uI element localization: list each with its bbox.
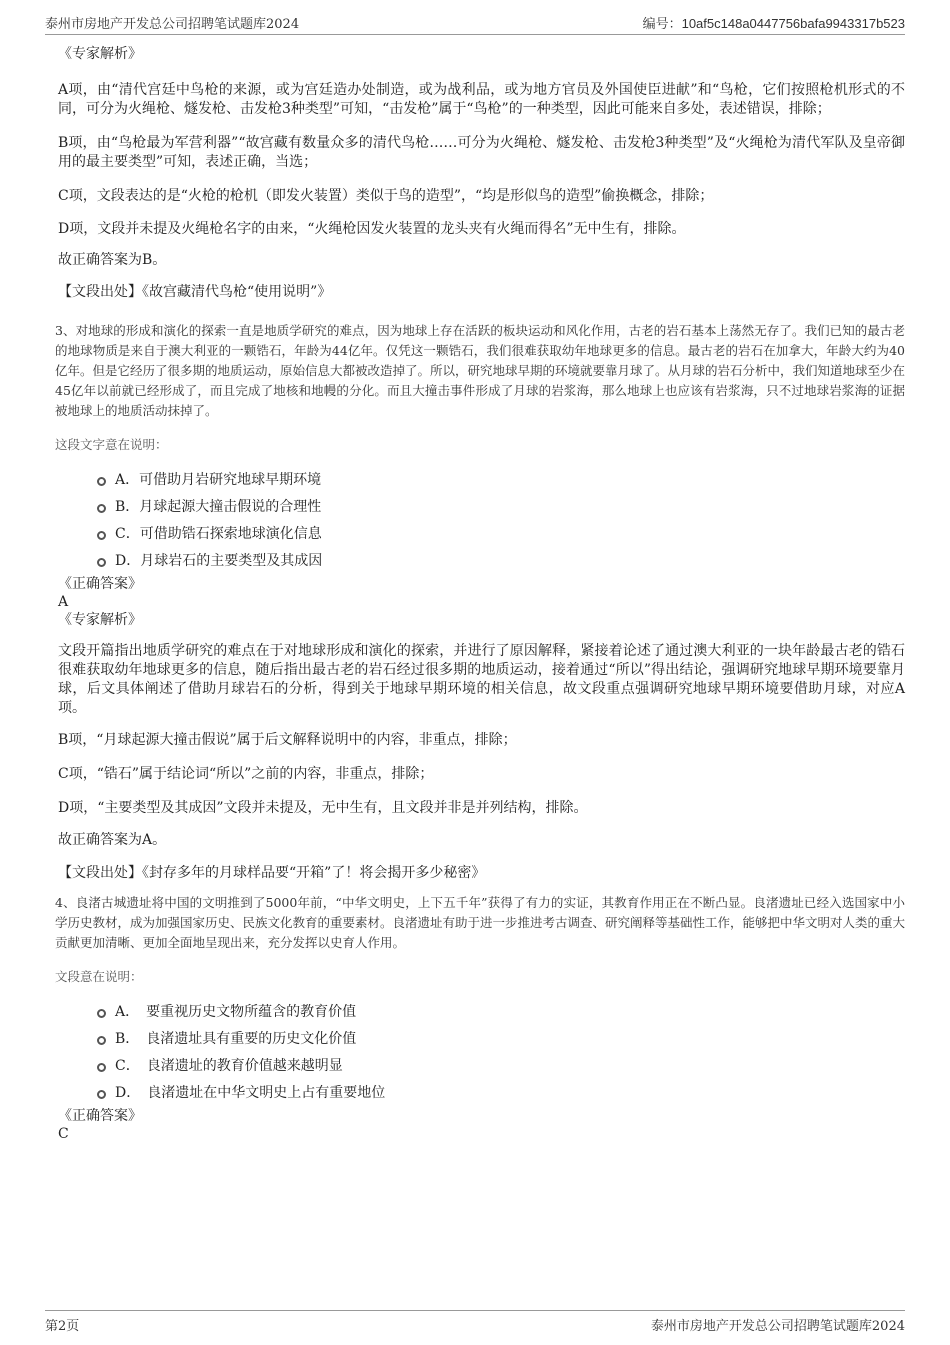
footer-title: 泰州市房地产开发总公司招聘笔试题库2024: [650, 1319, 905, 1334]
expert-analysis-label: 《专家解析》: [58, 46, 142, 62]
page-number: 第2页: [45, 1319, 80, 1334]
page-footer: [45, 1310, 905, 1337]
q3-option-a[interactable]: A．可借助月岩研究地球早期环境: [97, 465, 905, 492]
q4-option-d[interactable]: D． 良渚遗址在中华文明史上占有重要地位: [97, 1078, 905, 1105]
page-content: [55, 44, 905, 1143]
question-3-stem: 3、对地球的形成和演化的探索一直是地质学研究的难点，因为地球上存在活跃的板块运动和风化作用，古老的岩石基本上荡然无存了。我们已知的最古老的地球物质是来自于澳大利亚的一颗锆石，年龄为44亿年。仅凭这一颗锆石，我们很难获取幼年地球更多的信息。最古老的岩石在加拿大，年龄大约为40亿年。但是它经历了很多期的地质运动，原始信息大都被改造掉了。所以，研究地球早期的环境就要靠月球了。从月球的岩石分析中，我们知道地球至少在45亿年以前就已经形成了，而且完成了地核和地幔的分化。而且大撞击事件形成了月球的岩浆海，那么地球上也应该有岩浆海，只不过地球岩浆海的证据被地球上的地质活动抹掉了。: [55, 323, 906, 418]
radio-icon[interactable]: [97, 531, 106, 540]
source: 【文段出处】《故宫藏清代鸟枪“使用说明”》: [58, 284, 332, 300]
analysis-d: D项，文段并未提及火绳枪名字的由来，“火绳枪因发火装置的龙头夹有火绳而得名”无中生有，排除。: [58, 221, 686, 237]
q3-answer-label: 《正确答案》: [58, 576, 142, 592]
q3-source: 【文段出处】《封存多年的月球样品要“开箱”了！将会揭开多少秘密》: [58, 865, 486, 881]
q3-analysis-c: C项，“锆石”属于结论词“所以”之前的内容，非重点，排除；: [58, 766, 434, 782]
question-3-options: [97, 465, 905, 573]
radio-icon[interactable]: [97, 504, 106, 513]
q4-option-a[interactable]: A． 要重视历史文物所蕴含的教育价值: [97, 997, 905, 1024]
analysis-b: B项，由“鸟枪最为军营利器”“故宫藏有数量众多的清代鸟枪……可分为火绳枪、燧发枪、击发枪3种类型”及“火绳枪为清代军队及皇帝御用的最主要类型”可知，表述正确，当选；: [58, 135, 905, 170]
radio-icon[interactable]: [97, 1009, 106, 1018]
radio-icon[interactable]: [97, 558, 106, 567]
q4-option-b[interactable]: B． 良渚遗址具有重要的历史文化价值: [97, 1024, 905, 1051]
header-serial: 编号：10af5c148a0447756bafa9943317b523: [642, 16, 905, 31]
header-title: 泰州市房地产开发总公司招聘笔试题库2024: [45, 17, 300, 32]
q3-analysis-main: 文段开篇指出地质学研究的难点在于对地球形成和演化的探索，并进行了原因解释，紧接着论述了通过澳大利亚的一块年龄最古老的锆石很难获取幼年地球更多的信息，随后指出最古老的岩石经过很多期的地质运动，接着通过“所以”得出结论，强调研究地球早期环境要靠月球，后文具体阐述了借助月球岩石的分析，得到关于地球早期环境的相关信息，故文段重点强调研究地球早期环境要借助月球，对应A项。: [58, 643, 905, 716]
question-3-prompt: 这段文字意在说明：: [55, 437, 168, 452]
q4-option-c[interactable]: C． 良渚遗址的教育价值越来越明显: [97, 1051, 905, 1078]
q3-option-c[interactable]: C．可借助锆石探索地球演化信息: [97, 519, 905, 546]
question-4-options: [97, 997, 905, 1105]
q3-option-b[interactable]: B．月球起源大撞击假说的合理性: [97, 492, 905, 519]
radio-icon[interactable]: [97, 1090, 106, 1099]
radio-icon[interactable]: [97, 1063, 106, 1072]
question-4-stem: 4、良渚古城遗址将中国的文明推到了5000年前，“中华文明史，上下五千年”获得了有力的实证，其教育作用正在不断凸显。良渚遗址已经入选国家中小学历史教材，成为加强国家历史、民族文化教育的重要素材。良渚遗址有助于进一步推进考古调查、研究阐释等基础性工作，能够把中华文明对人类的重大贡献更加清晰、更加全面地呈现出来，充分发挥以史育人作用。: [55, 895, 906, 950]
q4-answer: C: [58, 1126, 69, 1142]
question-4-prompt: 文段意在说明：: [55, 969, 143, 984]
q3-option-d[interactable]: D．月球岩石的主要类型及其成因: [97, 546, 905, 573]
q3-conclusion: 故正确答案为A。: [58, 832, 167, 848]
q4-answer-label: 《正确答案》: [58, 1108, 142, 1124]
q3-answer: A: [58, 594, 69, 610]
page-header: [45, 10, 905, 35]
conclusion: 故正确答案为B。: [58, 252, 167, 268]
q3-analysis-b: B项，“月球起源大撞击假说”属于后文解释说明中的内容，非重点，排除；: [58, 732, 517, 748]
analysis-a: A项，由“清代宫廷中鸟枪的来源，或为宫廷造办处制造，或为战利品，或为地方官员及外国使臣进献”和“鸟枪，它们按照枪机形式的不同，可分为火绳枪、燧发枪、击发枪3种类型”可知，“击发枪”属于“鸟枪”的一种类型，因此可能来自多处，表述错误，排除；: [58, 82, 905, 117]
radio-icon[interactable]: [97, 1036, 106, 1045]
q3-expert-label: 《专家解析》: [58, 612, 142, 628]
radio-icon[interactable]: [97, 477, 106, 486]
q3-analysis-d: D项，“主要类型及其成因”文段并未提及，无中生有，且文段并非是并列结构，排除。: [58, 800, 588, 816]
analysis-c: C项，文段表达的是“火枪的枪机（即发火装置）类似于鸟的造型”，“均是形似鸟的造型”偷换概念，排除；: [58, 188, 714, 204]
